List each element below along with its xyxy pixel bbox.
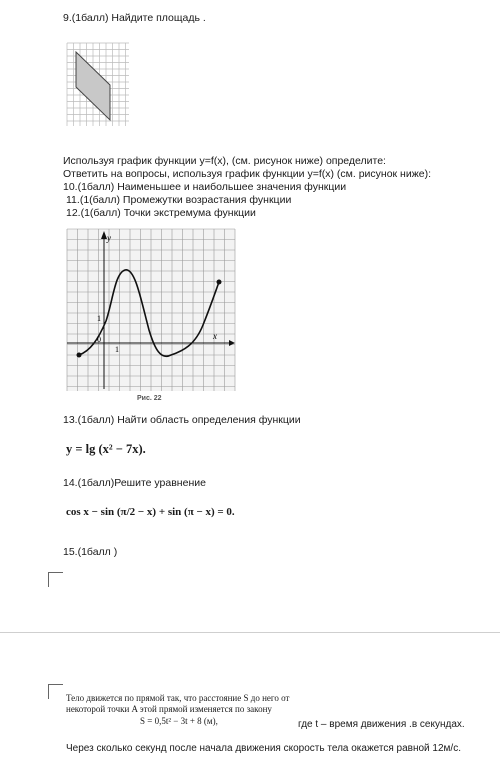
instructions-line2: Ответить на вопросы, используя график функции y=f(x) (см. рисунок ниже): (63, 168, 431, 180)
q14-text: 14.(1балл)Решите уравнение (63, 477, 206, 489)
instructions-line1: Используя график функции y=f(x), (см. рисунок ниже) определите: (63, 155, 386, 167)
page-divider (0, 632, 500, 633)
q9-text: 9.(1балл) Найдите площадь . (63, 12, 206, 24)
q10-text: 10.(1балл) Наименьшее и наибольшее значения функции (63, 181, 347, 193)
graph-caption: Рис. 22 (137, 395, 162, 400)
page-corner-mark (48, 572, 63, 587)
origin-label: 0 (97, 335, 101, 344)
y-one-label: 1 (97, 314, 101, 323)
parallelogram-figure (66, 42, 132, 128)
q11-text: 11.(1(балл) Промежутки возрастания функции (66, 194, 292, 206)
problem-question: Через сколько секунд после начала движения скорость тела окажется равной 12м/с. (66, 743, 461, 754)
problem-line2: некоторой точки A этой прямой изменяется по закону (66, 704, 272, 714)
q12-text: 12.(1(балл) Точки экстремума функции (66, 207, 256, 219)
function-graph (63, 225, 238, 400)
problem-note: где t – время движения .в секундах. (298, 719, 465, 730)
problem-line1: Тело движется по прямой так, что расстояние S до него от (66, 693, 290, 703)
x-one-label: 1 (115, 345, 119, 354)
q15-text: 15.(1балл ) (63, 546, 118, 558)
q13-formula: y = lg (x² − 7x). (66, 442, 146, 456)
x-axis-label: x (213, 331, 217, 341)
page-corner-mark-bottom (48, 684, 63, 699)
problem-formula: S = 0,5t² − 3t + 8 (м), (140, 716, 218, 726)
y-axis-label: y (107, 233, 111, 243)
curve-start-point (77, 353, 82, 358)
q13-text: 13.(1балл) Найти область определения функции (63, 414, 301, 426)
q14-formula: cos x − sin (π/2 − x) + sin (π − x) = 0. (66, 506, 235, 518)
curve-end-point (217, 280, 222, 285)
